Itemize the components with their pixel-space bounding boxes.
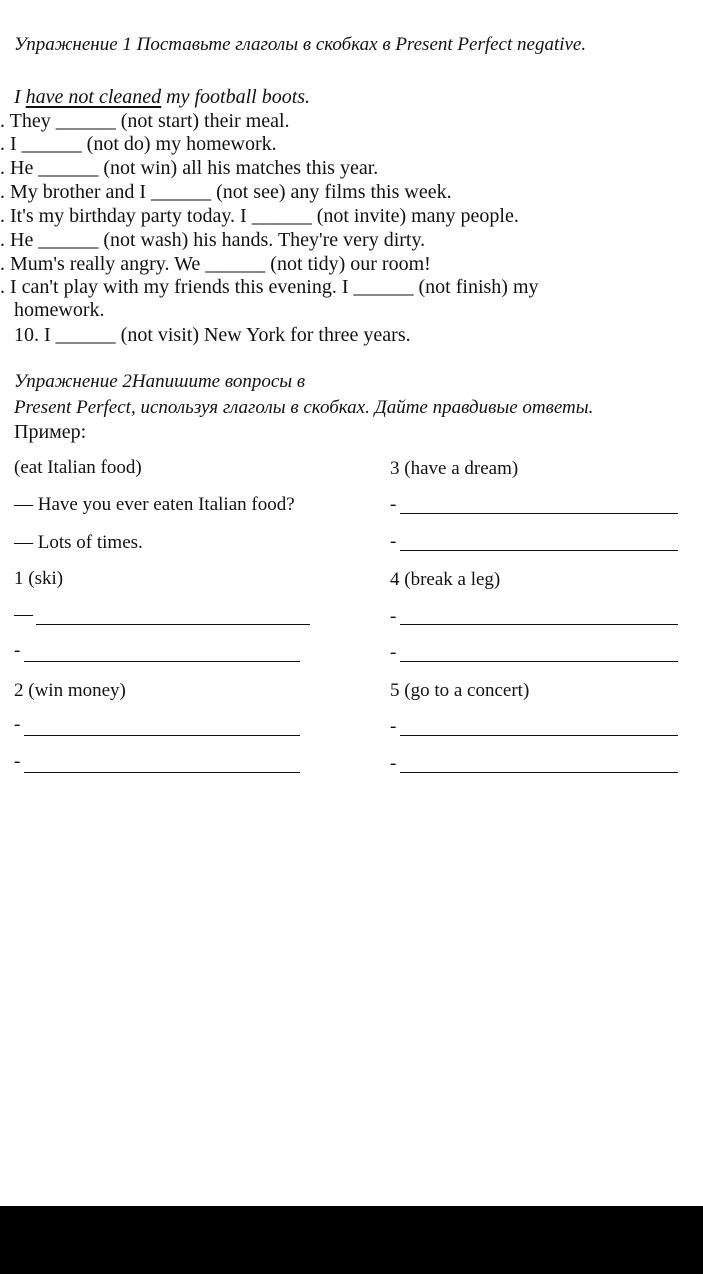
- prompt-4: 4 (break a leg): [390, 569, 501, 590]
- answer-line[interactable]: [400, 624, 678, 625]
- answer-dash: -: [390, 494, 397, 515]
- answer-line[interactable]: [36, 624, 310, 625]
- prompt-5: 5 (go to a concert): [390, 680, 530, 701]
- answer-dash: -: [390, 753, 397, 774]
- exercise-1-item: . He ______ (not win) all his matches this year.: [0, 157, 379, 179]
- prompt-1: 1 (ski): [14, 568, 64, 589]
- example-answer: have not cleaned: [25, 86, 162, 108]
- answer-dash: -: [14, 714, 21, 735]
- answer-dash: —: [14, 604, 33, 625]
- exercise-2-title-line-1: Упражнение 2Напишите вопросы в: [14, 371, 306, 392]
- prompt-3: 3 (have a dream): [390, 458, 519, 479]
- exercise-1-item-continuation: homework.: [14, 299, 105, 321]
- example-suffix: my football boots.: [161, 86, 311, 108]
- exercise-1-item: 10. I ______ (not visit) New York for three years.: [14, 324, 411, 346]
- answer-line[interactable]: [24, 661, 300, 662]
- example-prefix: I: [14, 86, 26, 108]
- answer-line[interactable]: [24, 772, 300, 773]
- answer-line[interactable]: [24, 735, 300, 736]
- answer-line[interactable]: [400, 661, 678, 662]
- bottom-black-bar: [0, 1206, 703, 1274]
- answer-dash: -: [390, 531, 397, 552]
- exercise-1-title: Упражнение 1 Поставьте глаголы в скобках в Present Perfect negative.: [14, 34, 587, 55]
- answer-line[interactable]: [400, 772, 678, 773]
- exercise-1-item: . He ______ (not wash) his hands. They're very dirty.: [0, 229, 426, 251]
- prompt-2: 2 (win money): [14, 680, 126, 701]
- answer-dash: -: [390, 642, 397, 663]
- answer-dash: -: [390, 606, 397, 627]
- exercise-1-item: . My brother and I ______ (not see) any films this week.: [0, 181, 452, 203]
- example-answer: — Lots of times.: [14, 532, 143, 553]
- exercise-1-example: [14, 86, 310, 108]
- answer-dash: -: [14, 751, 21, 772]
- exercise-1-item: . I can't play with my friends this evening. I ______ (not finish) my: [0, 276, 539, 298]
- exercise-1-item: . Mum's really angry. We ______ (not tidy) our room!: [0, 253, 431, 275]
- answer-line[interactable]: [400, 735, 678, 736]
- answer-line[interactable]: [400, 513, 678, 514]
- answer-line[interactable]: [400, 550, 678, 551]
- example-prompt: (eat Italian food): [14, 457, 142, 478]
- answer-dash: -: [14, 640, 21, 661]
- exercise-1-item: . It's my birthday party today. I ______ (not invite) many people.: [0, 205, 519, 227]
- exercise-2-title-line-2: Present Perfect, используя глаголы в скобках. Дайте правдивые ответы.: [14, 397, 594, 418]
- example-question: — Have you ever eaten Italian food?: [14, 494, 295, 515]
- exercise-1-item: . I ______ (not do) my homework.: [0, 133, 277, 155]
- answer-dash: -: [390, 716, 397, 737]
- exercise-1-item: . They ______ (not start) their meal.: [0, 110, 290, 132]
- example-label: Пример:: [14, 421, 87, 443]
